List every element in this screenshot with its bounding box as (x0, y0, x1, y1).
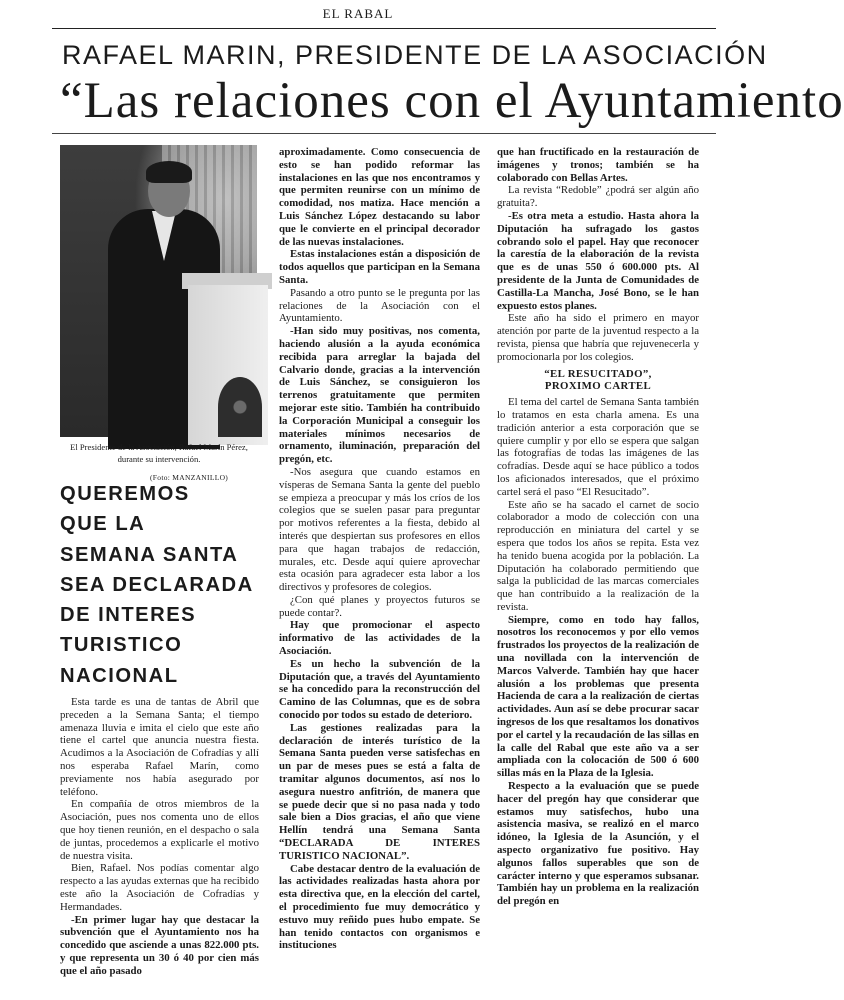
paragraph: Esta tarde es una de tantas de Abril que preceden a la Semana Santa; el tiempo amenaza lluvia e imita el cielo que este año tiene el cartel que anuncia nuestra fiesta. Acudimos a la Asociación de Cofradías y allí nos esperaba Rafael Marín, como previamente nos había asegurado por teléfono. (60, 696, 259, 798)
section-heading (497, 368, 699, 394)
paragraph: Cabe destacar dentro de la evaluación de las actividades realizadas hasta ahora por esta directiva que, en la elección del cartel, el procedimiento fue muy democrático y estuvo muy reñido pues hubo empate. Se han tenido contactos con organismos e instituciones (279, 862, 480, 952)
paragraph: -Han sido muy positivas, nos comenta, haciendo alusión a la ayuda económica recibida para arreglar la bajada del Calvario donde, gracias a la intervención de Luis Sánchez, se consiguieron los terrenos gratuitamente que permiten mejorar este sitio. También ha contribuido la Corporación Municipal a conseguir los materiales mínimos necesarios de ornamento, iluminación, preparación del pregón, etc. (279, 325, 480, 466)
paragraph: -Nos asegura que cuando estamos en vísperas de Semana Santa la gente del pueblo se empieza a preocupar y más los críos de los colegios que se suelen pasar para preguntar por motivos referentes a la fiesta, debido al interés que despiertan sus profesores en ellos para que hagan trabajos de redacción, murales, etc. Desde aquí quiere aprovechar esta ocasión para agradecer esta labor a los directivos y profesores de colegios. (279, 465, 480, 594)
paragraph: Este año se ha sacado el carnet de socio colaborador a modo de colección con una reproducción en miniatura del cartel y se espera que todos los años se repita. Esta vez ha tenido buena acogida por la población. La Diputación ha colaborado permitiendo que salga la publicidad de las marcas comerciales que han contribuido a la realización de la revista. (497, 498, 699, 613)
section-heading-line: “EL RESUCITADO”, (544, 367, 652, 380)
paragraph: Bien, Rafael. Nos podías comentar algo respecto a las ayudas externas que ha recibido este año la Asociación de Cofradías y Hermandades. (60, 862, 259, 913)
paragraph: Este año ha sido el primero en mayor atención por parte de la juventud respecto a la revista, piensa que habría que rejuvenecerla y promocionarla por los colegios. (497, 312, 699, 363)
photo-credit: (Foto: MANZANILLO) (150, 473, 229, 482)
paragraph: -En primer lugar hay que destacar la subvención que el Ayuntamiento nos ha concedido que asciende a unas 822.000 pts. y que representa un 30 ó 40 por cien más que el año pasado (60, 913, 259, 977)
article-column-2 (279, 146, 480, 952)
article-column-3 (497, 146, 699, 908)
paragraph: que han fructificado en la restauración de imágenes y tronos; también se ha colaborado con Bellas Artes. (497, 146, 699, 184)
paragraph: aproximadamente. Como consecuencia de esto se han podido reformar las instalaciones en las que nos encontramos y que permiten reunirse con un mínimo de comodidad, nos matiza. Hace mención a Luis Sánchez López destacando su labor que le convierte en el principal decorador de las nuevas instalaciones. (279, 146, 480, 248)
photo-caption: El Presidente de la Asociación, Rafael Marín Pérez, durante su intervención. (70, 442, 248, 464)
article-column-1 (60, 696, 259, 978)
running-head-section: EL RABAL (322, 6, 394, 21)
paragraph: Respecto a la evaluación que se puede hacer del pregón hay que considerar que estamos muy satisfechos, hubo una asistencia masiva, se realizó en el marco idóneo, la Iglesia de la Asunción, y el aspecto organizativo fue positivo. Hay algunos fallos superables que son de carácter interno y que esperamos subsanar. También hay un problema en la realización del pregón en (497, 780, 699, 908)
paragraph: Es un hecho la subvención de la Diputación que, a través del Ayuntamiento se ha concedido para la reconstrucción del Camino de las Columnas, que es de sobra conocido por todos su estado de deterioro. (279, 657, 480, 722)
paragraph: Pasando a otro punto se le pregunta por las relaciones de la Asociación con el Ayuntamiento. (279, 286, 480, 325)
paragraph: Estas instalaciones están a disposición de todos aquellos que participan en la Semana Santa. (279, 248, 480, 286)
paragraph: El tema del cartel de Semana Santa también lo tratamos en esta charla amena. Es una tradición anterior a esta corporación que se quiere cumplir y por ello se espera que salgan las fotografías de todas las imágenes de las cofradías. Desde aquí se hace público a todos los aficionados interesados, que el próximo cartel será el paso “El Resucitado”. (497, 396, 699, 498)
paragraph: -Es otra meta a estudio. Hasta ahora la Diputación ha sufragado los gastos cobrando solo el papel. Hay que reconocer la carestía de la elaboración de la revista que es de unas 550 ó 600.000 pts. Al presidente de la Junta de Comunidades de Castilla-La Mancha, José Bono, se le han expuesto estos planes. (497, 209, 699, 312)
section-heading-line: PROXIMO CARTEL (544, 380, 652, 393)
paragraph: Siempre, como en todo hay fallos, nosotros los reconocemos y por ello vemos frustrados los proyectos de la realización de una novillada con la intervención de Marcos Valverde. También hay que hacer alusión a los problemas que presenta Hacienda de cara a la realización de ciertas actividades. Aun así se debe procurar sacar ingresos de los que resaltamos los donativos por el cartel y la recaudación de las sillas en la calle del Rabal que este año va a ser ampliada con la colocación de 500 ó 600 sillas más en la Plaza de la Iglesia. (497, 613, 699, 780)
subhead-line: DE INTERES (60, 604, 197, 627)
subhead-line: SEMANA SANTA (60, 543, 239, 566)
subhead-line: QUE LA (60, 513, 146, 536)
paragraph: En compañía de otros miembros de la Asociación, pues nos comenta uno de ellos que hoy tienen reunión, en el despacho o sala de juntas, procedemos a explicarle el motivo de nuestra visita. (60, 798, 259, 862)
paragraph: La revista “Redoble” ¿podrá ser algún año gratuita?. (497, 184, 699, 210)
subhead-line: NACIONAL (60, 664, 179, 687)
headline-rule (52, 133, 716, 134)
top-rule (52, 28, 716, 29)
article-headline: “Las relaciones con el Ayuntamiento (60, 73, 844, 129)
paragraph: Hay que promocionar el aspecto informativo de las actividades de la Asociación. (279, 619, 480, 658)
subhead-line: QUEREMOS (60, 483, 190, 505)
article-kicker: RAFAEL MARIN, PRESIDENTE DE LA ASOCIACIÓN (62, 40, 768, 70)
subhead-line: SEA DECLARADA (60, 573, 254, 596)
subhead-line: TURISTICO (60, 634, 183, 657)
paragraph: Las gestiones realizadas para la declaración de interés turístico de la Semana Santa pueden verse satisfechas en un par de meses pues se está a falta de tramitar algunos documentos, así nos lo asegura nuestro anfitrión, de manera que se puede decir que si no pasa nada y todo sale bien a Dios gracias, el año que viene Hellín tendrá una Semana Santa “DECLARADA DE INTERES TURISTICO NACIONAL”. (279, 721, 480, 862)
president-photo (60, 145, 257, 437)
paragraph: ¿Con qué planes y proyectos futuros se puede contar?. (279, 593, 480, 619)
subheadline (60, 479, 270, 691)
